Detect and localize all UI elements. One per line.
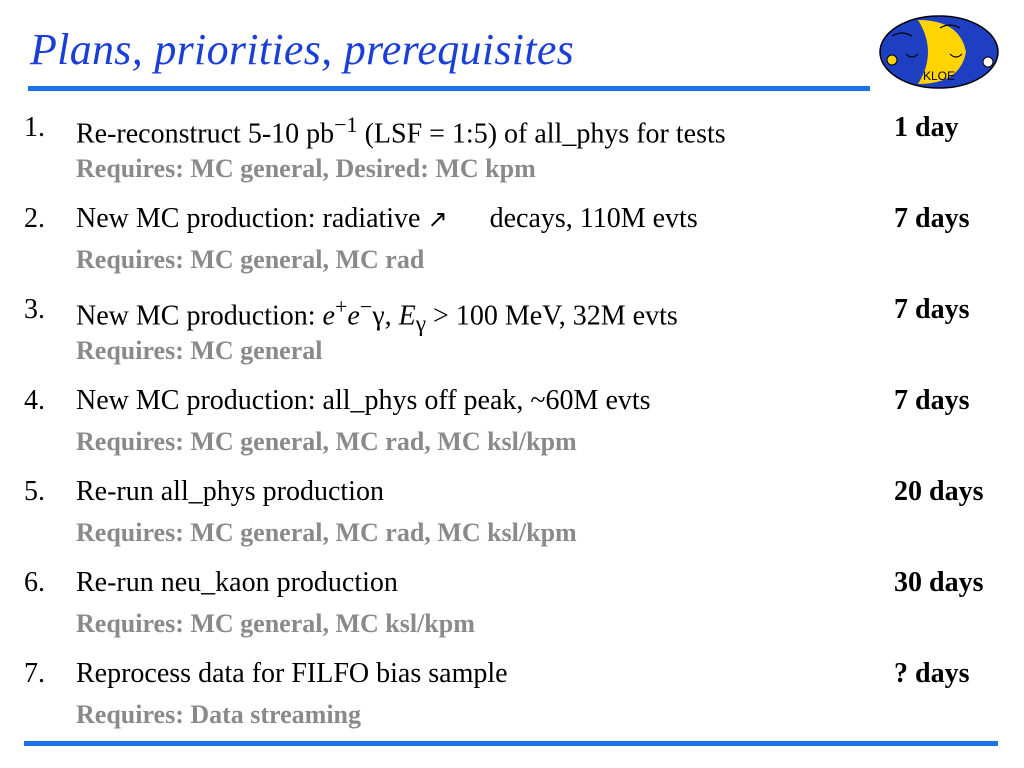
- item-duration: ? days: [894, 658, 970, 689]
- item-requirements: Requires: MC general, MC ksl/kpm: [76, 609, 475, 638]
- item-requirements: Requires: MC general, MC rad, MC ksl/kpm: [76, 427, 577, 456]
- item-duration: 30 days: [894, 567, 984, 598]
- item-requirements: Requires: MC general, MC rad: [76, 245, 425, 274]
- item-text: New MC production: all_phys off peak, ~60M evts: [76, 385, 651, 416]
- item-text-part: > 100 MeV, 32M evts: [426, 300, 678, 332]
- item-number: 4.: [24, 385, 45, 416]
- item-text-part: Re-reconstruct 5-10 pb: [76, 118, 335, 150]
- item-requirements: Requires: Data streaming: [76, 700, 362, 729]
- list-item: [0, 203, 1024, 294]
- list-item: [0, 567, 1024, 658]
- plan-list: [0, 112, 1024, 749]
- math-gamma: γ: [372, 300, 385, 332]
- item-requirements: Requires: MC general, Desired: MC kpm: [76, 154, 536, 183]
- item-text: Re-run all_phys production: [76, 476, 384, 507]
- arrow-icon: ↗: [427, 205, 448, 233]
- item-duration: 7 days: [894, 385, 970, 416]
- item-text-part: New MC production:: [76, 300, 323, 332]
- item-text: [76, 294, 678, 338]
- footer-rule: [24, 741, 998, 746]
- item-number: 3.: [24, 294, 45, 325]
- item-requirements: Requires: MC general, MC rad, MC ksl/kpm: [76, 518, 577, 547]
- item-duration: 7 days: [894, 294, 970, 325]
- superscript: +: [334, 294, 348, 319]
- list-item: [0, 112, 1024, 203]
- list-item: [0, 385, 1024, 476]
- superscript: −: [359, 294, 373, 319]
- list-item: [0, 476, 1024, 567]
- item-text: [76, 203, 698, 235]
- item-text: [76, 112, 726, 150]
- item-text-part: New MC production: radiative: [76, 203, 428, 234]
- item-duration: 1 day: [894, 112, 959, 143]
- item-number: 5.: [24, 476, 45, 507]
- item-requirements: Requires: MC general: [76, 336, 323, 365]
- list-item: [0, 658, 1024, 749]
- item-text-part: decays, 110M evts: [489, 203, 698, 234]
- item-text: Re-run neu_kaon production: [76, 567, 398, 598]
- item-number: 6.: [24, 567, 45, 598]
- item-duration: 7 days: [894, 203, 970, 234]
- item-text-part: (LSF = 1:5) of all_phys for tests: [357, 118, 726, 150]
- slide-title: Plans, priorities, prerequisites: [30, 25, 575, 74]
- math-E: E: [398, 300, 416, 332]
- superscript: −1: [334, 112, 358, 137]
- list-item: [0, 294, 1024, 385]
- item-number: 1.: [24, 112, 45, 143]
- item-number: 2.: [24, 203, 45, 234]
- item-text-part: ,: [384, 300, 399, 332]
- math-e: e: [347, 300, 360, 332]
- logo-text: KLOE: [922, 69, 956, 83]
- title-underline: [28, 86, 870, 91]
- item-duration: 20 days: [894, 476, 984, 507]
- item-number: 7.: [24, 658, 45, 689]
- subscript: γ: [415, 310, 427, 337]
- kloe-logo: [878, 14, 1000, 90]
- item-text: Reprocess data for FILFO bias sample: [76, 658, 508, 689]
- math-e: e: [322, 300, 335, 332]
